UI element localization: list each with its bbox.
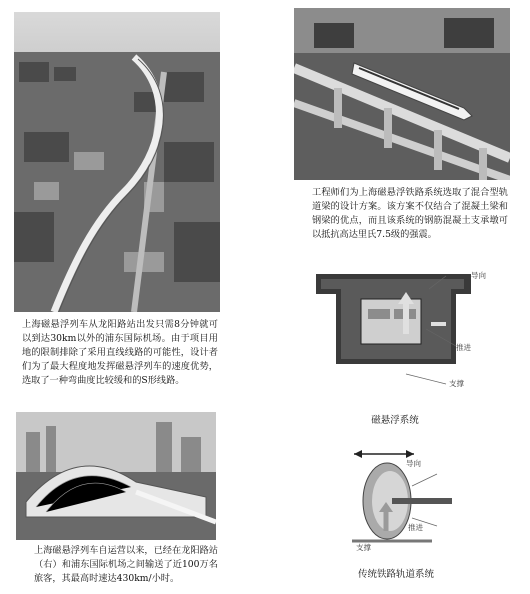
guideway-aerial-photo: [14, 12, 220, 312]
wheel-label-propulsion: 推进: [408, 523, 423, 532]
wheel-label-support: 支撑: [356, 543, 371, 552]
caption-route: 上海磁悬浮列车从龙阳路站出发只需8分钟就可以到达30km以外的浦东国际机场。由于项目用地的限制排除了采用直线线路的可能性，设计者们为了最大程度地发挥磁悬浮列车的速度优势，选取了一种弯曲度比较缓和的S形线路。: [22, 319, 218, 386]
wheel-rail-diagram: [342, 446, 512, 556]
caption-ridership: 上海磁悬浮列车自运营以来，已经在龙阳路站（右）和浦东国际机场之间输送了近100万名旅客，其最高时速达430km/小时。: [34, 545, 218, 584]
maglev-label-guidance: 导向: [471, 271, 486, 280]
wheel-rail-figure-title: 传统铁路轨道系统: [357, 569, 434, 580]
longyang-station-photo: [16, 412, 216, 540]
wheel-label-guidance: 导向: [406, 459, 421, 468]
train-viaduct-photo: [294, 8, 510, 180]
maglev-system-diagram: [306, 264, 516, 394]
maglev-label-support: 支撑: [449, 379, 464, 388]
caption-hybrid-guideway: 工程师们为上海磁悬浮铁路系统选取了混合型轨道梁的设计方案。该方案不仅结合了混凝土梁和钢梁的优点，而且该系统的钢筋混凝土支承墩可以抵抗高达里氏7.5级的强震。: [312, 187, 508, 240]
maglev-figure-title: 磁悬浮系统: [371, 415, 419, 426]
maglev-label-propulsion: 推进: [456, 343, 471, 352]
